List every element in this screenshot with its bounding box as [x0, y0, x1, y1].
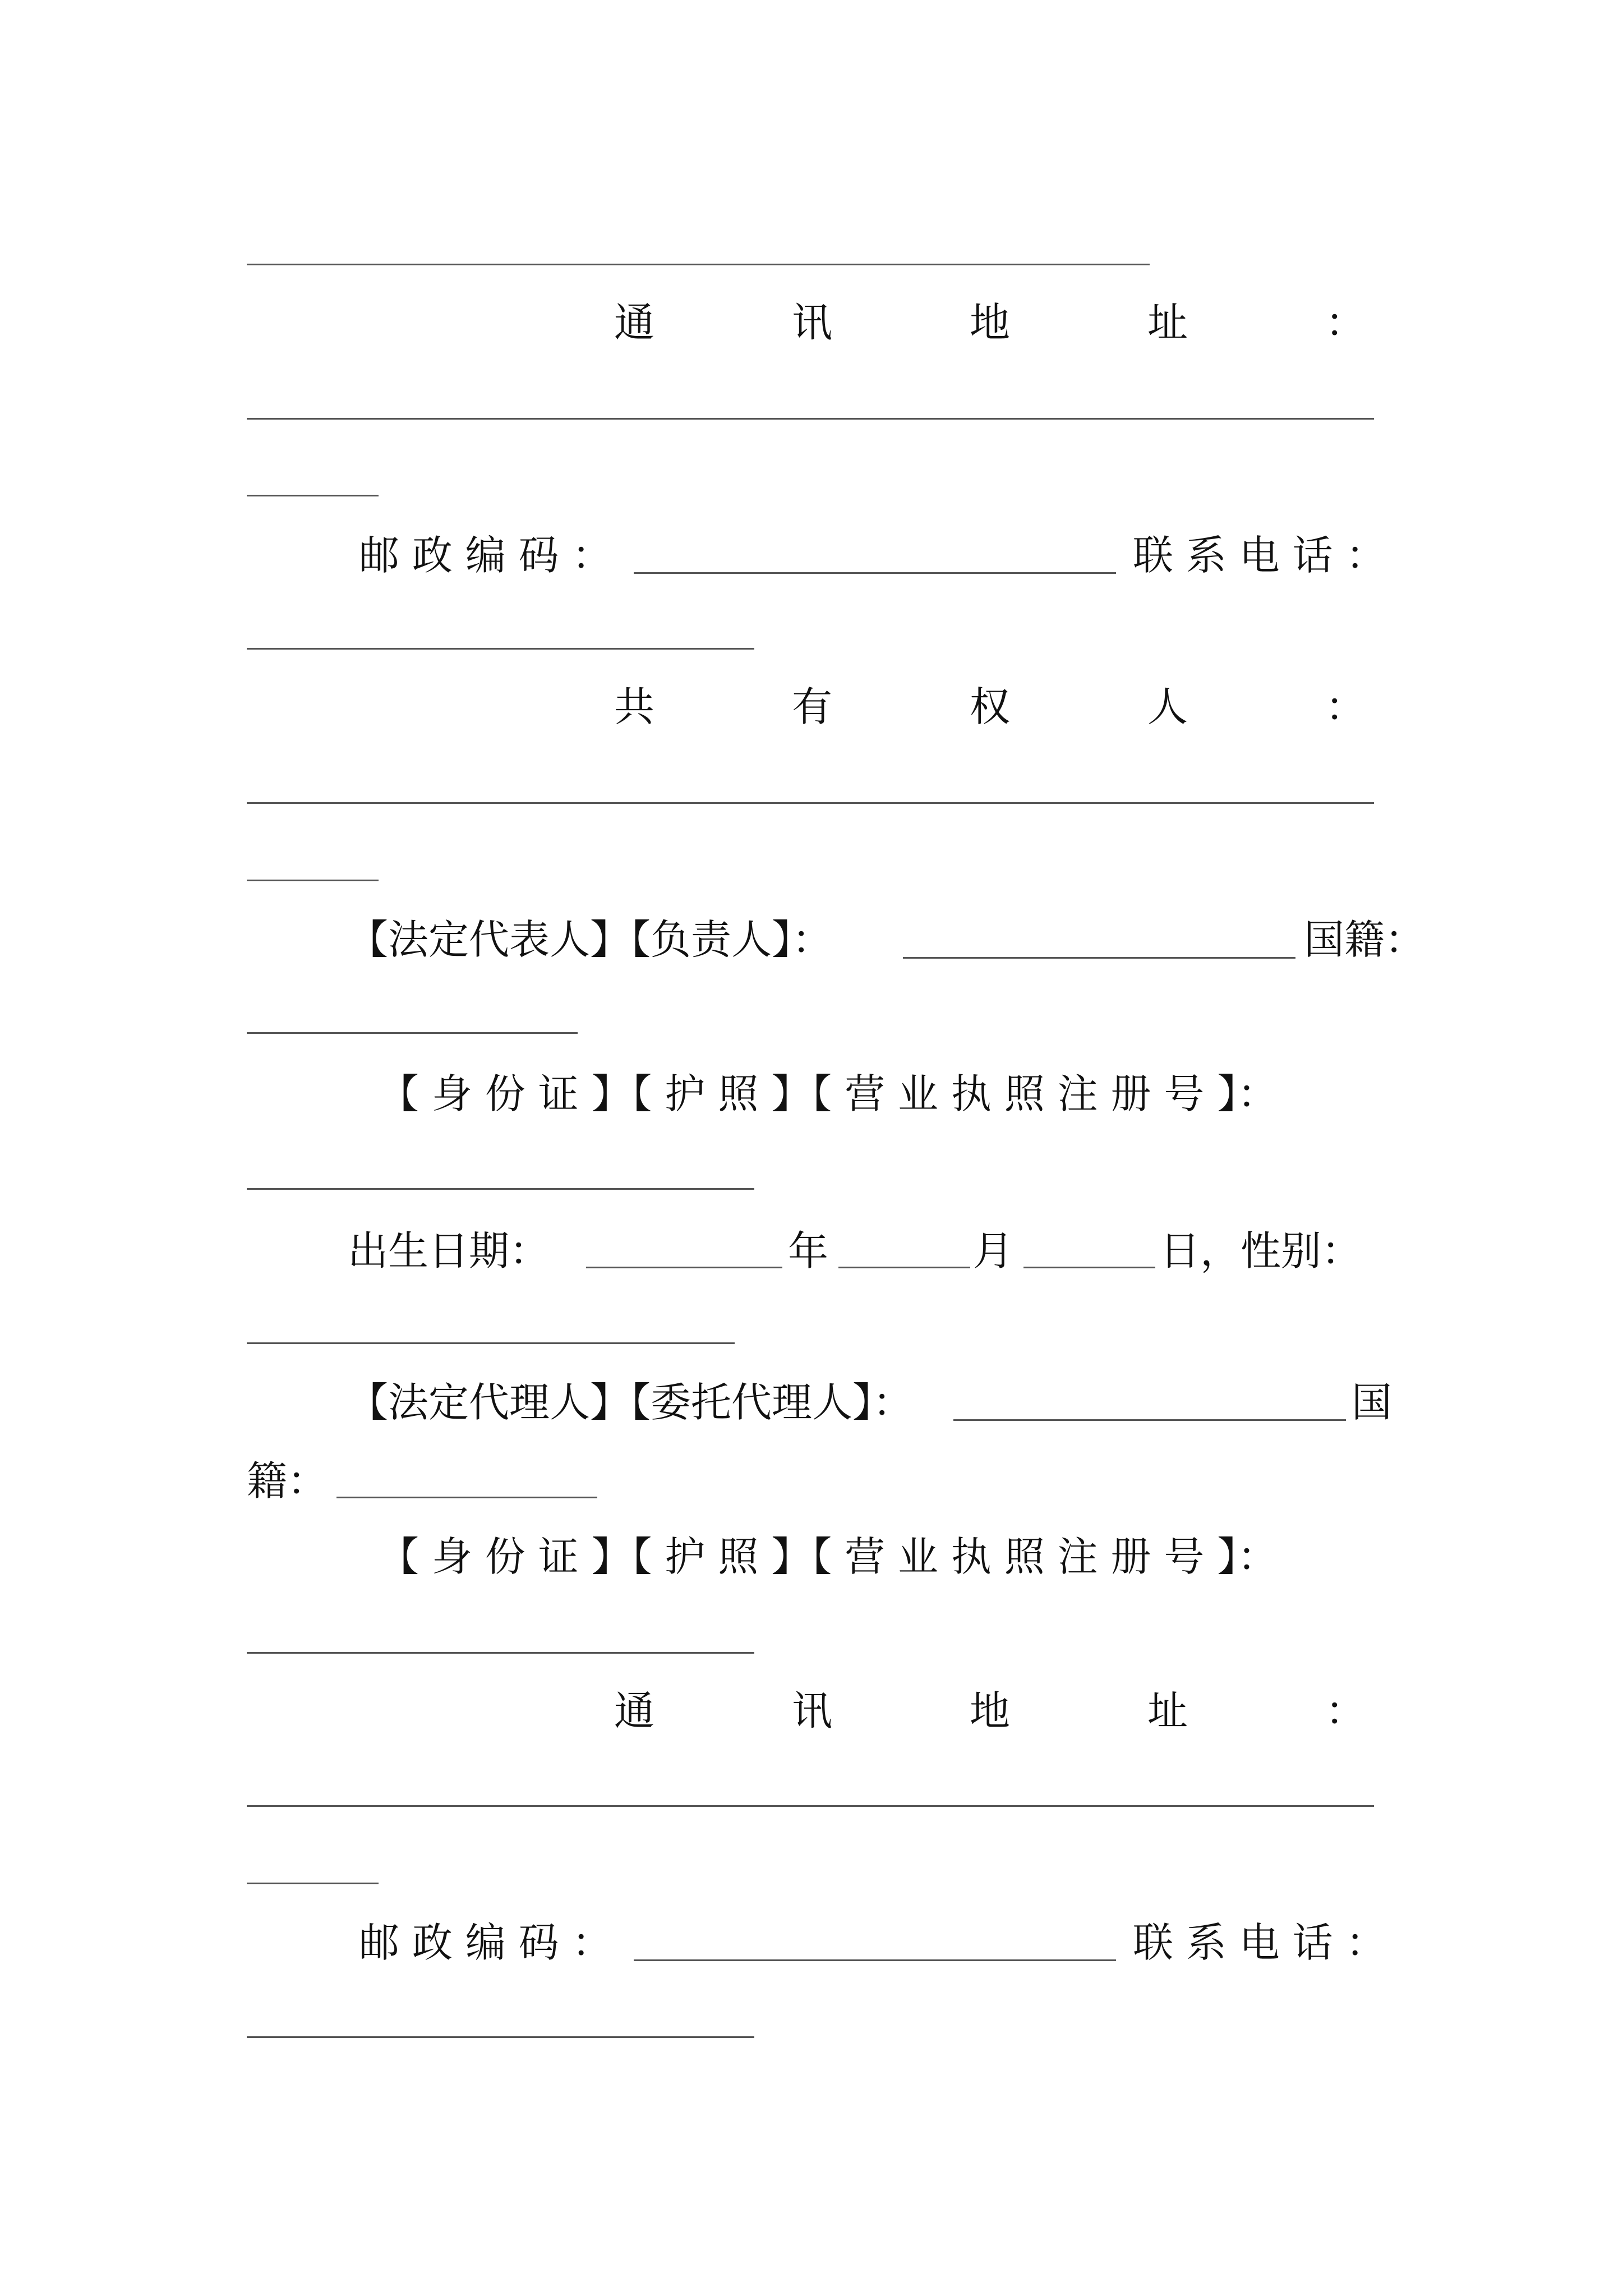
agent-id-number-label: 【 身 份 证 】【 护 照 】【 营 业 执 照 注 册 号 】：: [379, 1533, 1278, 1580]
label-char: 有: [791, 683, 832, 730]
legal-rep-blank[interactable]: [903, 957, 1295, 959]
label-char: 共: [614, 683, 655, 730]
address-label: [614, 297, 1366, 348]
birth-month-blank[interactable]: [838, 1267, 970, 1268]
label-char: 人: [1147, 683, 1188, 730]
co-owner-blank-line[interactable]: [247, 802, 1374, 804]
label-char: 讯: [791, 299, 832, 346]
label-char: ：: [1325, 299, 1366, 346]
nationality-label: 国籍：: [1304, 916, 1426, 963]
label-char: 地: [969, 1687, 1010, 1734]
agent-nationality-blank[interactable]: [336, 1497, 597, 1498]
label-char: 讯: [791, 1687, 832, 1734]
day-gender-label: 日，性别：: [1160, 1227, 1362, 1274]
phone-label: 联 系 电 话 ：: [1133, 532, 1386, 579]
year-char: 年: [788, 1227, 829, 1274]
agent-blank[interactable]: [953, 1419, 1346, 1421]
birth-day-blank[interactable]: [1023, 1267, 1155, 1268]
agent-postal-code-blank[interactable]: [634, 1959, 1116, 1961]
agent-address-blank-line[interactable]: [247, 1805, 1374, 1807]
co-owner-label: [614, 682, 1366, 732]
month-char: 月: [973, 1227, 1014, 1274]
agent-phone-label: 联 系 电 话 ：: [1133, 1919, 1386, 1966]
label-char: ：: [1325, 1687, 1366, 1734]
label-char: 地: [969, 299, 1010, 346]
address-blank-line-tail[interactable]: [247, 495, 379, 496]
postal-code-blank[interactable]: [634, 572, 1116, 574]
label-char: ：: [1325, 683, 1366, 730]
phone-blank[interactable]: [247, 648, 754, 650]
blank-line: [247, 264, 1150, 265]
agent-address-blank-line-tail[interactable]: [247, 1883, 379, 1884]
label-char: 通: [614, 299, 655, 346]
agent-label: 【法定代理人】【委托代理人】：: [348, 1379, 914, 1426]
agent-nationality-char: 国: [1352, 1379, 1393, 1426]
label-char: 址: [1147, 299, 1188, 346]
birth-year-blank[interactable]: [586, 1267, 782, 1268]
agent-address-label: [614, 1686, 1366, 1736]
gender-blank[interactable]: [247, 1342, 735, 1344]
label-char: 址: [1147, 1687, 1188, 1734]
legal-rep-label: 【法定代表人】【负责人】：: [348, 916, 833, 963]
birth-date-label: 出生日期：: [348, 1227, 550, 1274]
label-char: 权: [969, 683, 1010, 730]
address-blank-line[interactable]: [247, 418, 1374, 420]
nationality-blank[interactable]: [247, 1032, 578, 1034]
label-char: 通: [614, 1687, 655, 1734]
agent-nationality-label: 籍：: [247, 1457, 328, 1504]
postal-code-label: 邮 政 编 码 ：: [359, 532, 612, 579]
agent-postal-code-label: 邮 政 编 码 ：: [359, 1919, 612, 1966]
id-number-blank[interactable]: [247, 1188, 754, 1190]
co-owner-blank-line-tail[interactable]: [247, 880, 379, 881]
agent-id-number-blank[interactable]: [247, 1652, 754, 1654]
agent-phone-blank[interactable]: [247, 2036, 754, 2038]
id-number-label: 【 身 份 证 】【 护 照 】【 营 业 执 照 注 册 号 】：: [379, 1070, 1278, 1117]
